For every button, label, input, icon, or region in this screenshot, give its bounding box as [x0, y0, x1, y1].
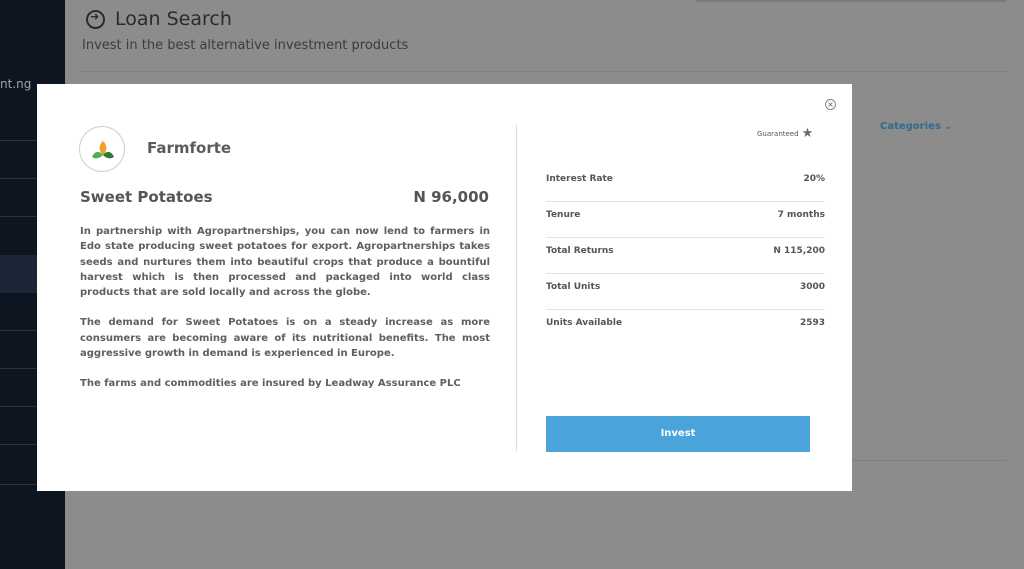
- stat-row: [546, 166, 825, 202]
- page-header: [86, 8, 232, 30]
- stat-label: Total Returns: [546, 246, 614, 256]
- page-subtitle: Invest in the best alternative investment products: [82, 38, 409, 53]
- stat-row: [546, 274, 825, 310]
- leaf-logo-icon: [80, 127, 126, 173]
- stat-label: Total Units: [546, 282, 601, 292]
- invest-button[interactable]: Invest: [546, 416, 810, 452]
- divider: [82, 71, 1006, 72]
- star-icon: ★: [801, 126, 814, 141]
- description-paragraph: In partnership with Agropartnerships, you can now lend to farmers in Edo state producing sweet potatoes for export. Agropartnerships takes seeds and nurtures them into beautiful crops that produce a bountiful harvest which is then processed and packaged into world class products that are sold locally and across the globe.: [80, 226, 490, 299]
- stat-value: N 115,200: [773, 246, 825, 256]
- product-description: [80, 224, 490, 407]
- categories-label: Categories: [880, 121, 941, 132]
- stat-value: 3000: [799, 282, 825, 292]
- product-title: Sweet Potatoes: [80, 188, 213, 206]
- stat-value: 7 months: [777, 210, 825, 220]
- description-paragraph: The demand for Sweet Potatoes is on a steady increase as more consumers are becoming aware of its nutritional benefits. The most aggressive growth in demand is experienced in Europe.: [80, 317, 490, 360]
- stat-row: [546, 310, 825, 346]
- stat-label: Tenure: [546, 210, 581, 220]
- description-paragraph: The farms and commodities are insured by Leadway Assurance PLC: [80, 378, 461, 390]
- company-name: Farmforte: [147, 139, 232, 157]
- vertical-divider: [516, 125, 517, 451]
- stat-label: Interest Rate: [546, 174, 613, 184]
- stat-value: 2593: [799, 318, 825, 328]
- page-title: Loan Search: [115, 8, 232, 30]
- guaranteed-label: Guaranteed: [757, 129, 799, 138]
- stat-label: Units Available: [546, 318, 623, 328]
- close-button[interactable]: ×: [825, 99, 836, 110]
- stat-row: [546, 202, 825, 238]
- sidebar-brand[interactable]: nt.ng: [0, 77, 32, 91]
- investment-modal: [37, 84, 852, 491]
- arrow-circle-icon: [86, 10, 105, 29]
- company-logo: [79, 126, 125, 172]
- divider: [852, 460, 1006, 461]
- top-bar: [696, 0, 1006, 2]
- categories-dropdown[interactable]: [880, 121, 953, 132]
- stat-value: 20%: [803, 174, 825, 184]
- stat-row: [546, 238, 825, 274]
- chevron-down-icon: ⌄: [944, 121, 953, 132]
- guaranteed-badge: [757, 127, 813, 140]
- product-price: N 96,000: [413, 188, 489, 206]
